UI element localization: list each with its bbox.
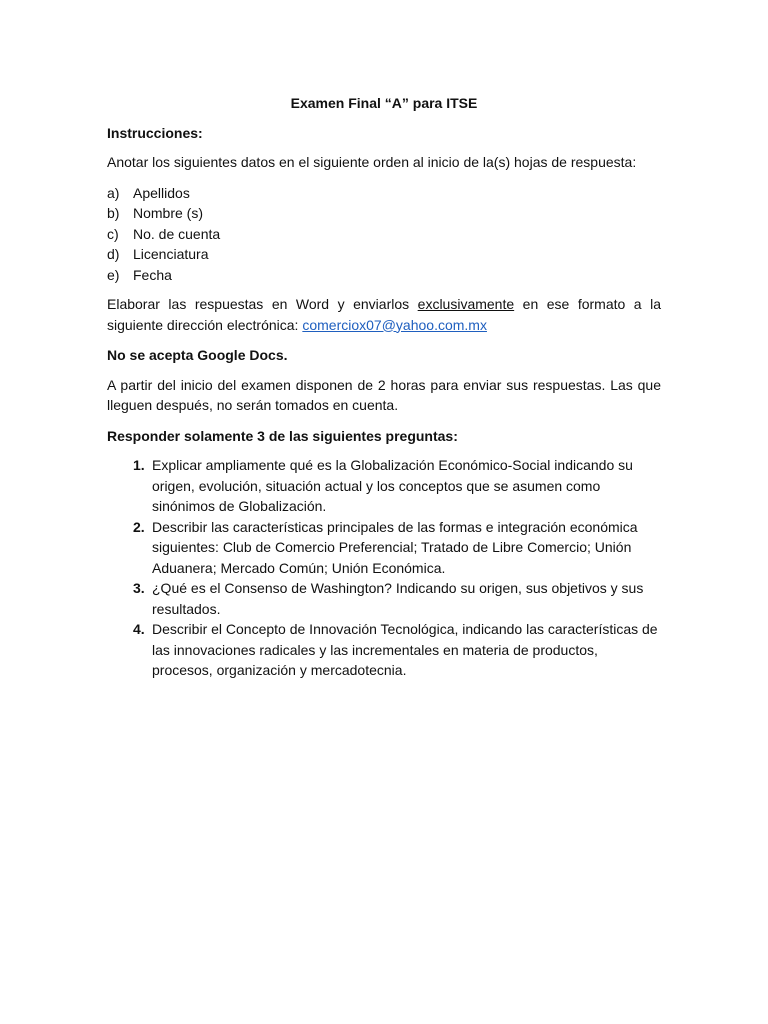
question-text: Explicar ampliamente qué es la Globalización Económico-Social indicando su origen, evolución, situación actual y los conceptos que se asumen como sinónimos de Globalización.: [152, 457, 633, 514]
questions-heading: Responder solamente 3 de las siguientes preguntas:: [107, 427, 458, 444]
list-marker: c): [107, 225, 119, 242]
intro-paragraph: Anotar los siguientes datos en el siguiente orden al inicio de la(s) hojas de respuesta:: [107, 154, 637, 170]
list-marker: e): [107, 266, 120, 283]
data-items-list: [107, 183, 661, 286]
format-paragraph: [107, 294, 661, 335]
instructions-heading: Instrucciones:: [107, 124, 203, 141]
list-marker: d): [107, 246, 120, 262]
format-text-before: Elaborar las respuestas en Word y enviarlos: [107, 296, 418, 312]
list-item-text: Apellidos: [133, 184, 190, 201]
format-emphasis: exclusivamente: [417, 296, 515, 312]
list-marker: a): [107, 184, 120, 201]
question-item: [133, 455, 661, 517]
list-item-text: No. de cuenta: [133, 225, 221, 242]
list-item: [107, 183, 661, 204]
no-google-docs-note: No se acepta Google Docs.: [107, 347, 288, 363]
list-item: [107, 244, 661, 265]
list-item: [107, 265, 661, 286]
question-text: ¿Qué es el Consenso de Washington? Indicando su origen, sus objetivos y sus resultados.: [152, 580, 644, 617]
question-item: [133, 619, 661, 681]
question-number: 4.: [133, 621, 145, 637]
question-item: [133, 517, 661, 579]
question-item: [133, 578, 661, 619]
list-item: [107, 203, 661, 224]
format-text-after: en ese formato a la siguiente dirección electrónica:: [107, 296, 661, 333]
list-item: [107, 224, 661, 245]
question-text: Describir el Concepto de Innovación Tecnológica, indicando las características de las innovaciones radicales y las incrementales en materia de productos, procesos, organización y mercadotecnia.: [152, 621, 658, 678]
document-title: Examen Final “A” para ITSE: [290, 95, 478, 111]
list-item-text: Fecha: [133, 266, 172, 283]
question-text: Describir las características principales de las formas e integración económica siguientes: Club de Comercio Preferencial; Tratado de Libre Comercio; Unión Aduanera; Mercado Común; Unión Económica.: [152, 518, 638, 576]
list-marker: b): [107, 205, 120, 221]
time-note-paragraph: A partir del inicio del examen disponen de 2 horas para enviar sus respuestas. Las que lleguen después, no serán tomados en cuenta.: [107, 376, 661, 413]
list-item-text: Nombre (s): [133, 205, 204, 221]
question-number: 3.: [133, 580, 145, 596]
question-number: 1.: [133, 457, 145, 473]
question-number: 2.: [133, 518, 145, 535]
list-item-text: Licenciatura: [133, 246, 209, 262]
questions-list: [107, 455, 661, 681]
email-link[interactable]: comerciox07@yahoo.com.mx: [302, 316, 487, 333]
